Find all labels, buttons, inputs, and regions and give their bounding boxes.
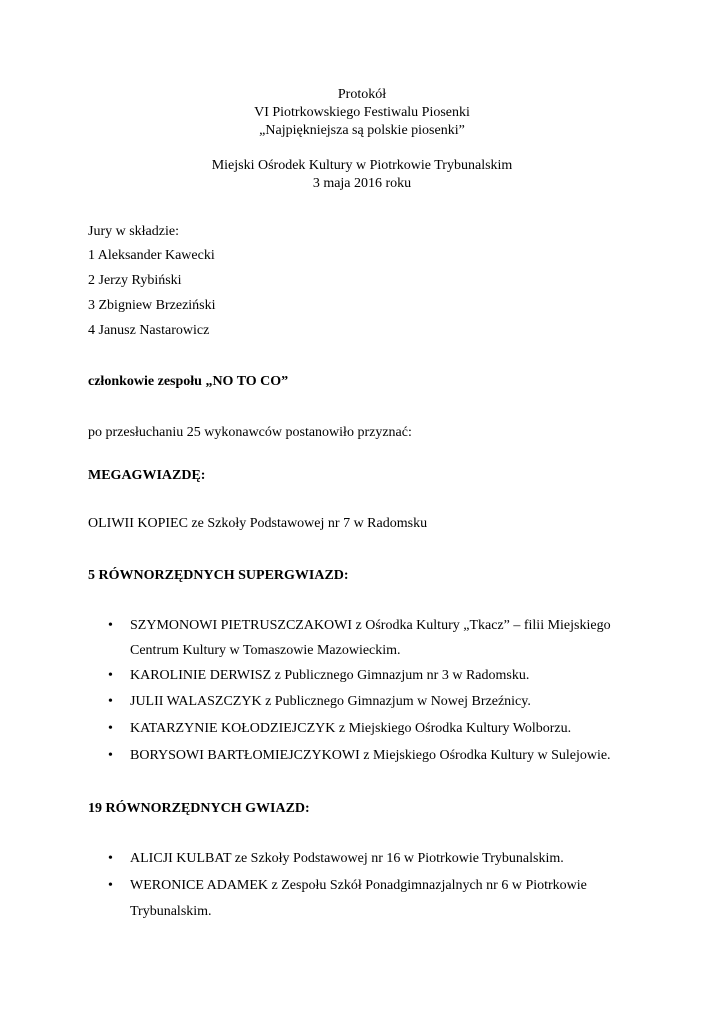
super-item: SZYMONOWI PIETRUSZCZAKOWI z Ośrodka Kultury „Tkacz” – filii Miejskiego	[130, 618, 611, 633]
jury-member: 1 Aleksander Kawecki	[88, 248, 215, 263]
bullet-icon: •	[108, 851, 113, 866]
bullet-icon: •	[108, 748, 113, 763]
mega-heading: MEGAGWIAZDĘ:	[88, 468, 206, 483]
event-date: 3 maja 2016 roku	[312, 176, 412, 191]
bullet-icon: •	[108, 668, 113, 683]
jury-band: członkowie zespołu „NO TO CO”	[88, 374, 289, 389]
super-item: JULII WALASZCZYK z Publicznego Gimnazjum w Nowej Brzeźnicy.	[130, 694, 531, 709]
super-item-continued: Centrum Kultury w Tomaszowie Mazowieckim.	[130, 643, 401, 658]
jury-heading: Jury w składzie:	[88, 224, 179, 239]
bullet-icon: •	[108, 721, 113, 736]
star-item: WERONICE ADAMEK z Zespołu Szkół Ponadgimnazjalnych nr 6 w Piotrkowie	[130, 878, 587, 893]
super-heading: 5 RÓWNORZĘDNYCH SUPERGWIAZD:	[88, 568, 349, 583]
super-item: BORYSOWI BARTŁOMIEJCZYKOWI z Miejskiego Ośrodka Kultury w Sulejowie.	[130, 748, 611, 763]
protocol-title: Protokół	[337, 87, 387, 102]
jury-member: 3 Zbigniew Brzeziński	[88, 298, 216, 313]
festival-motto: „Najpiękniejsza są polskie piosenki”	[259, 123, 465, 138]
bullet-icon: •	[108, 618, 113, 633]
decision-text: po przesłuchaniu 25 wykonawców postanowiło przyznać:	[88, 425, 412, 440]
jury-member: 2 Jerzy Rybiński	[88, 273, 182, 288]
super-item: KATARZYNIE KOŁODZIEJCZYK z Miejskiego Ośrodka Kultury Wolborzu.	[130, 721, 572, 736]
stars-heading: 19 RÓWNORZĘDNYCH GWIAZD:	[88, 801, 310, 816]
super-item: KAROLINIE DERWISZ z Publicznego Gimnazjum nr 3 w Radomsku.	[130, 668, 530, 683]
festival-name: VI Piotrkowskiego Festiwalu Piosenki	[254, 105, 470, 120]
star-item-continued: Trybunalskim.	[130, 904, 212, 919]
mega-winner: OLIWII KOPIEC ze Szkoły Podstawowej nr 7 w Radomsku	[88, 516, 428, 531]
bullet-icon: •	[108, 694, 113, 709]
jury-member: 4 Janusz Nastarowicz	[88, 323, 210, 338]
bullet-icon: •	[108, 878, 113, 893]
venue: Miejski Ośrodek Kultury w Piotrkowie Trybunalskim	[211, 158, 513, 173]
star-item: ALICJI KULBAT ze Szkoły Podstawowej nr 16 w Piotrkowie Trybunalskim.	[130, 851, 564, 866]
